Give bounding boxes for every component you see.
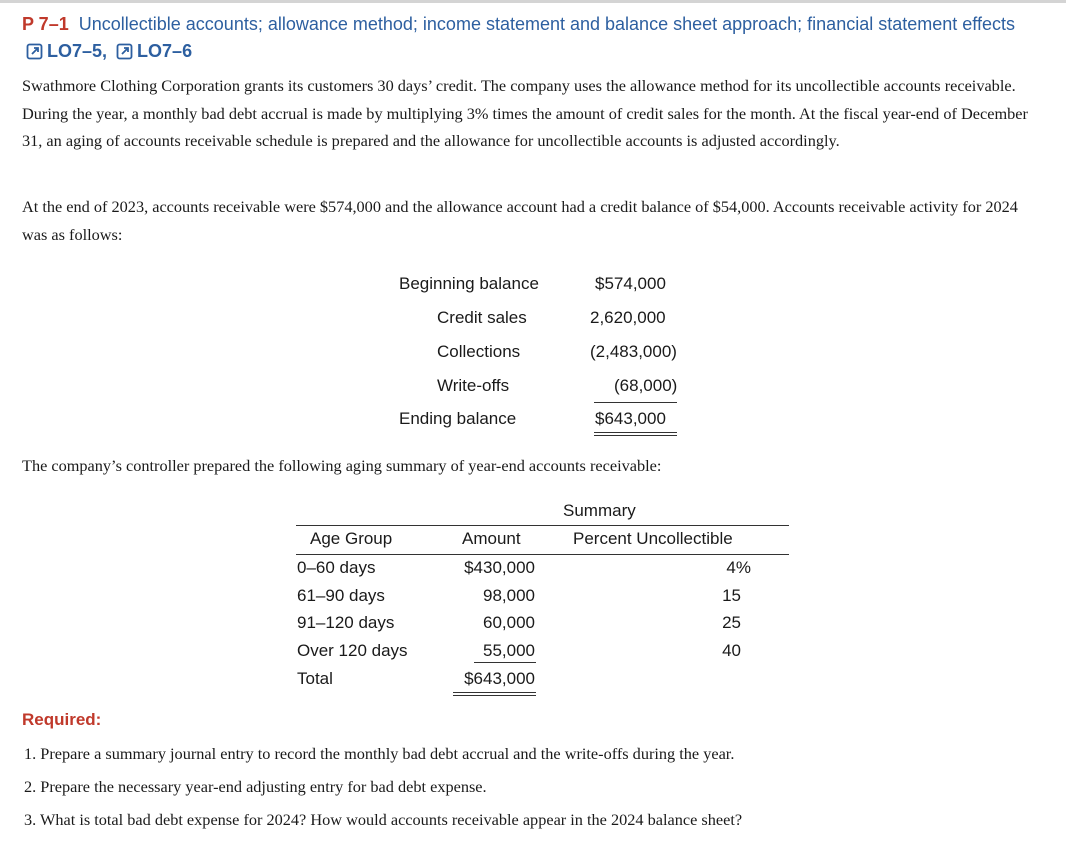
aging-intro-paragraph: The company’s controller prepared the following aging summary of year-end accounts receivable: xyxy=(22,456,662,475)
activity-value: (2,483,000) xyxy=(590,342,677,361)
subtotal-rule xyxy=(474,662,536,663)
column-header: Age Group xyxy=(310,529,393,548)
double-underline xyxy=(594,435,677,436)
age-group-cell: 91–120 days xyxy=(297,613,395,632)
activity-label: Ending balance xyxy=(399,409,517,428)
activity-value: $574,000 xyxy=(595,274,666,293)
learning-objective-link[interactable]: LO7–6 xyxy=(137,41,193,61)
problem-title: Uncollectible accounts; allowance method; income statement and balance sheet approach; financial statement effects xyxy=(78,14,1015,34)
activity-label: Credit sales xyxy=(437,308,527,327)
summary-header: Summary xyxy=(563,501,636,520)
activity-label: Beginning balance xyxy=(399,274,539,293)
amount-cell: 98,000 xyxy=(483,586,535,605)
external-link-icon[interactable] xyxy=(26,41,44,68)
activity-label: Collections xyxy=(437,342,521,361)
double-underline xyxy=(594,432,677,433)
total-label: Total xyxy=(297,669,333,688)
column-header: Percent Uncollectible xyxy=(573,529,733,548)
required-item: 3. What is total bad debt expense for 2024? How would accounts receivable appear in the 2024 balance sheet? xyxy=(24,810,743,829)
percent-cell: 4% xyxy=(726,558,751,577)
age-group-cell: 61–90 days xyxy=(297,586,385,605)
external-link-icon[interactable] xyxy=(116,41,134,68)
ar-balance-paragraph: At the end of 2023, accounts receivable were $574,000 and the allowance account had a credit balance of $54,000. Accounts receivable activity for 2024 was as follows: xyxy=(22,197,1018,244)
double-underline xyxy=(453,695,536,696)
intro-paragraph: Swathmore Clothing Corporation grants its customers 30 days’ credit. The company uses the allowance method for its uncollectible accounts receivable. During the year, a monthly bad debt accrual is made by multiplying 3% times the amount of credit sales for the month. At the fiscal year-end of December 31, an aging of accounts receivable schedule is prepared and the allowance for uncollectible accounts is adjusted accordingly. xyxy=(22,76,1028,150)
activity-value: $643,000 xyxy=(595,409,666,428)
amount-cell: 60,000 xyxy=(483,613,535,632)
double-underline xyxy=(453,692,536,693)
header-bottom-rule xyxy=(296,554,789,555)
activity-value: 2,620,000 xyxy=(590,308,666,327)
percent-cell: 15 xyxy=(722,586,741,605)
required-item: 2. Prepare the necessary year-end adjusting entry for bad debt expense. xyxy=(24,777,487,796)
age-group-cell: Over 120 days xyxy=(297,641,408,660)
problem-heading xyxy=(22,11,1042,68)
total-amount: $643,000 xyxy=(464,669,535,688)
age-group-cell: 0–60 days xyxy=(297,558,376,577)
percent-cell: 25 xyxy=(722,613,741,632)
column-header: Amount xyxy=(462,529,521,548)
amount-cell: 55,000 xyxy=(483,641,535,660)
problem-number: P 7–1 xyxy=(22,14,69,34)
activity-label: Write-offs xyxy=(437,376,510,395)
header-top-rule xyxy=(296,525,789,526)
amount-cell: $430,000 xyxy=(464,558,535,577)
percent-cell: 40 xyxy=(722,641,741,660)
learning-objective-link[interactable]: LO7–5, xyxy=(47,41,108,61)
top-border xyxy=(0,0,1066,3)
activity-value: (68,000) xyxy=(614,376,678,395)
required-list xyxy=(24,740,742,839)
required-heading: Required: xyxy=(22,710,102,729)
required-item: 1. Prepare a summary journal entry to record the monthly bad debt accrual and the write-offs during the year. xyxy=(24,744,735,763)
subtotal-rule xyxy=(594,402,677,403)
